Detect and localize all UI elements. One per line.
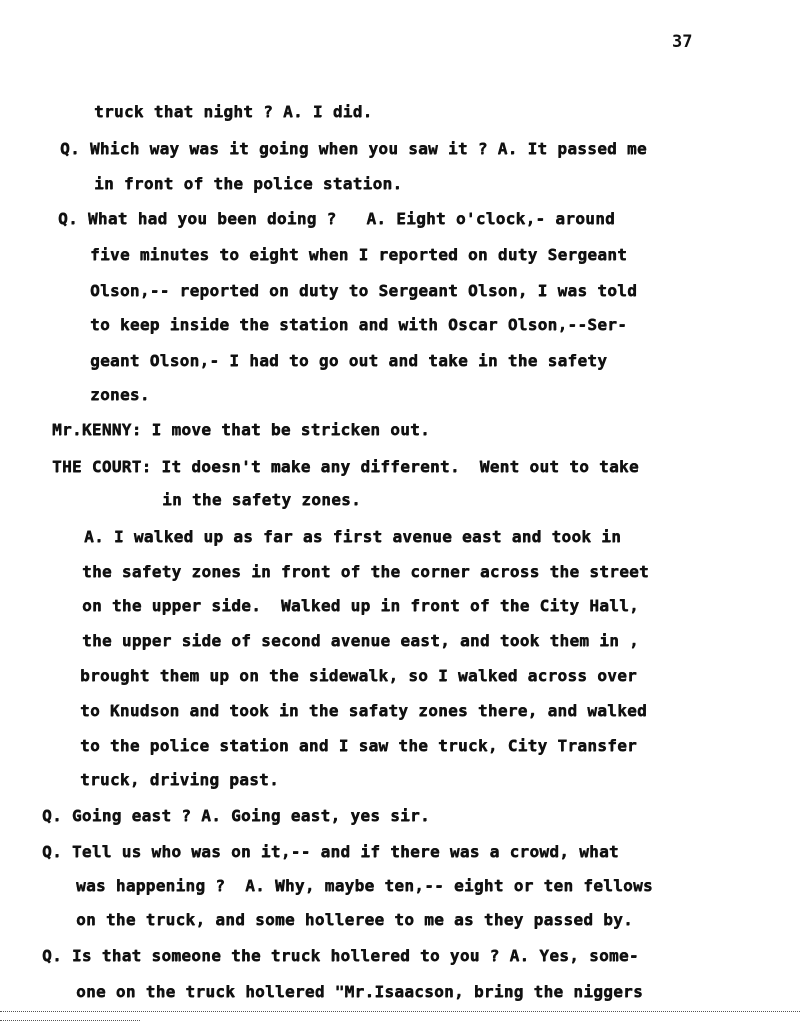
- transcript-line: on the truck, and some holleree to me as they passed by.: [76, 910, 633, 929]
- transcript-line: five minutes to eight when I reported on duty Sergeant: [90, 245, 628, 264]
- page-bottom-divider-short: [0, 1020, 140, 1021]
- transcript-line: zones.: [90, 385, 150, 404]
- transcript-line: to keep inside the station and with Oscar Olson,--Ser-: [90, 315, 628, 334]
- transcript-line: to the police station and I saw the truck, City Transfer: [80, 736, 637, 755]
- transcript-line: brought them up on the sidewalk, so I walked across over: [80, 666, 637, 685]
- transcript-line: in the safety zones.: [162, 490, 361, 509]
- transcript-line: on the upper side. Walked up in front of the City Hall,: [82, 596, 639, 615]
- transcript-line: the upper side of second avenue east, and took them in ,: [82, 631, 639, 650]
- page-number: 37: [672, 32, 693, 52]
- transcript-line: to Knudson and took in the safaty zones there, and walked: [80, 701, 647, 720]
- page-bottom-divider: [0, 1011, 800, 1012]
- transcript-line: truck that night ? A. I did.: [94, 102, 373, 121]
- transcript-line: Q. Going east ? A. Going east, yes sir.: [42, 806, 430, 825]
- transcript-line: the safety zones in front of the corner across the street: [82, 562, 649, 581]
- transcript-line: truck, driving past.: [80, 770, 279, 789]
- transcript-line: Mr.KENNY: I move that be stricken out.: [52, 420, 430, 439]
- transcript-line: in front of the police station.: [94, 174, 403, 193]
- transcript-line: THE COURT: It doesn't make any different. Went out to take: [52, 457, 639, 476]
- transcript-line: Q. Is that someone the truck hollered to you ? A. Yes, some-: [42, 946, 639, 965]
- transcript-line: was happening ? A. Why, maybe ten,-- eight or ten fellows: [76, 876, 653, 895]
- transcript-line: geant Olson,- I had to go out and take in the safety: [90, 351, 608, 370]
- transcript-line: Q. Tell us who was on it,-- and if there was a crowd, what: [42, 842, 619, 861]
- transcript-line: one on the truck hollered "Mr.Isaacson, bring the niggers: [76, 982, 643, 1001]
- transcript-line: A. I walked up as far as first avenue east and took in: [84, 527, 622, 546]
- transcript-line: Q. Which way was it going when you saw it ? A. It passed me: [60, 139, 647, 158]
- transcript-line: Q. What had you been doing ? A. Eight o'clock,- around: [58, 209, 615, 228]
- transcript-line: Olson,-- reported on duty to Sergeant Olson, I was told: [90, 281, 638, 300]
